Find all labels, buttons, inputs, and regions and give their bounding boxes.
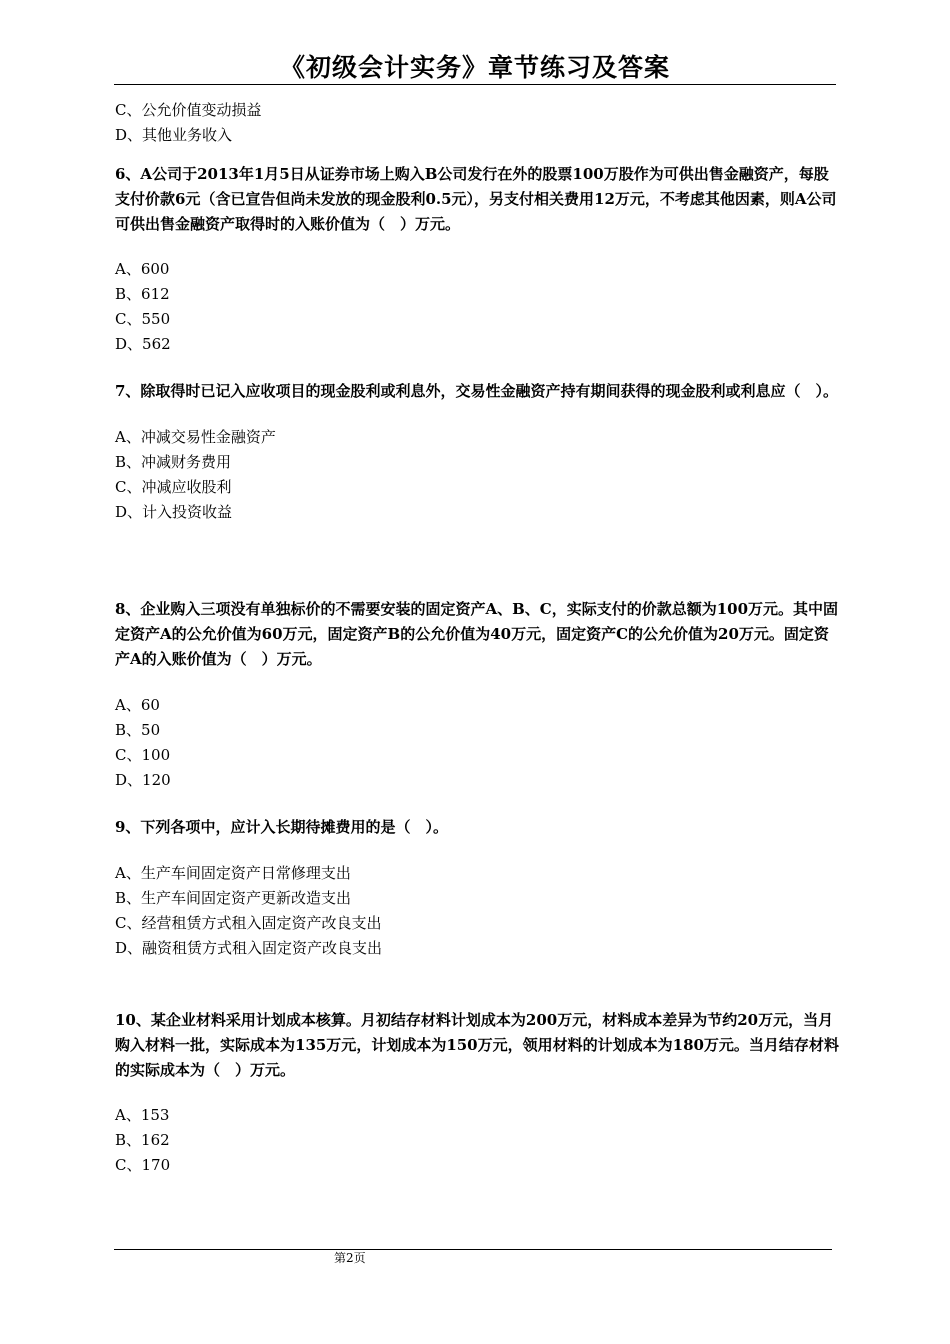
option-a: A、生产车间固定资产日常修理支出: [115, 864, 351, 882]
option-b: B、生产车间固定资产更新改造支出: [115, 889, 352, 907]
option-d: D、计入投资收益: [115, 503, 233, 521]
document-body: [115, 98, 840, 1178]
option-b: B、冲减财务费用: [115, 453, 232, 471]
question-6: 6、A公司于2013年1月5日从证券市场上购入B公司发行在外的股票100万股作为可供出售金融资产，每股支付价款6元（含已宣告但尚未发放的现金股利0.5元），另支付相关费用12万元，不考虑其他因素，则A公司可供出售金融资产取得时的入账价值为（ ）万元。: [115, 165, 837, 233]
option-a: A、冲减交易性金融资产: [115, 428, 276, 446]
option-c: C、100: [115, 746, 171, 764]
question-7: 7、除取得时已记入应收项目的现金股利或利息外，交易性金融资产持有期间获得的现金股利或利息应（ ）。: [115, 382, 838, 400]
footer-divider: [114, 1249, 832, 1250]
option-a: A、153: [115, 1106, 170, 1124]
option-b: B、50: [115, 721, 161, 739]
question-9: 9、下列各项中，应计入长期待摊费用的是（ ）。: [115, 818, 448, 836]
option-b: B、612: [115, 285, 170, 303]
document-title: 《初级会计实务》章节练习及答案: [279, 53, 670, 82]
option-c: C、170: [115, 1156, 171, 1174]
header-divider: [114, 84, 836, 85]
option-d: D、562: [115, 335, 171, 353]
option-d: D、其他业务收入: [115, 126, 233, 144]
option-d: D、120: [115, 771, 171, 789]
option-c: C、冲减应收股利: [115, 478, 232, 496]
option-c: C、公允价值变动损益: [115, 101, 262, 119]
option-c: C、550: [115, 310, 171, 328]
page-number: 第2页: [334, 1251, 366, 1265]
question-10: 10、某企业材料采用计划成本核算。月初结存材料计划成本为200万元，材料成本差异为节约20万元，当月购入材料一批，实际成本为135万元，计划成本为150万元，领用材料的计划成本为180万元。当月结存材料的实际成本为（ ）万元。: [115, 1011, 839, 1079]
question-8: 8、企业购入三项没有单独标价的不需要安装的固定资产A、B、C，实际支付的价款总额为100万元。其中固定资产A的公允价值为60万元，固定资产B的公允价值为40万元，固定资产C的公允价值为20万元。固定资产A的入账价值为（ ）万元。: [115, 600, 839, 668]
option-b: B、162: [115, 1131, 170, 1149]
option-a: A、600: [115, 260, 170, 278]
option-c: C、经营租赁方式租入固定资产改良支出: [115, 914, 382, 932]
option-d: D、融资租赁方式租入固定资产改良支出: [115, 939, 383, 957]
option-a: A、60: [115, 696, 160, 714]
